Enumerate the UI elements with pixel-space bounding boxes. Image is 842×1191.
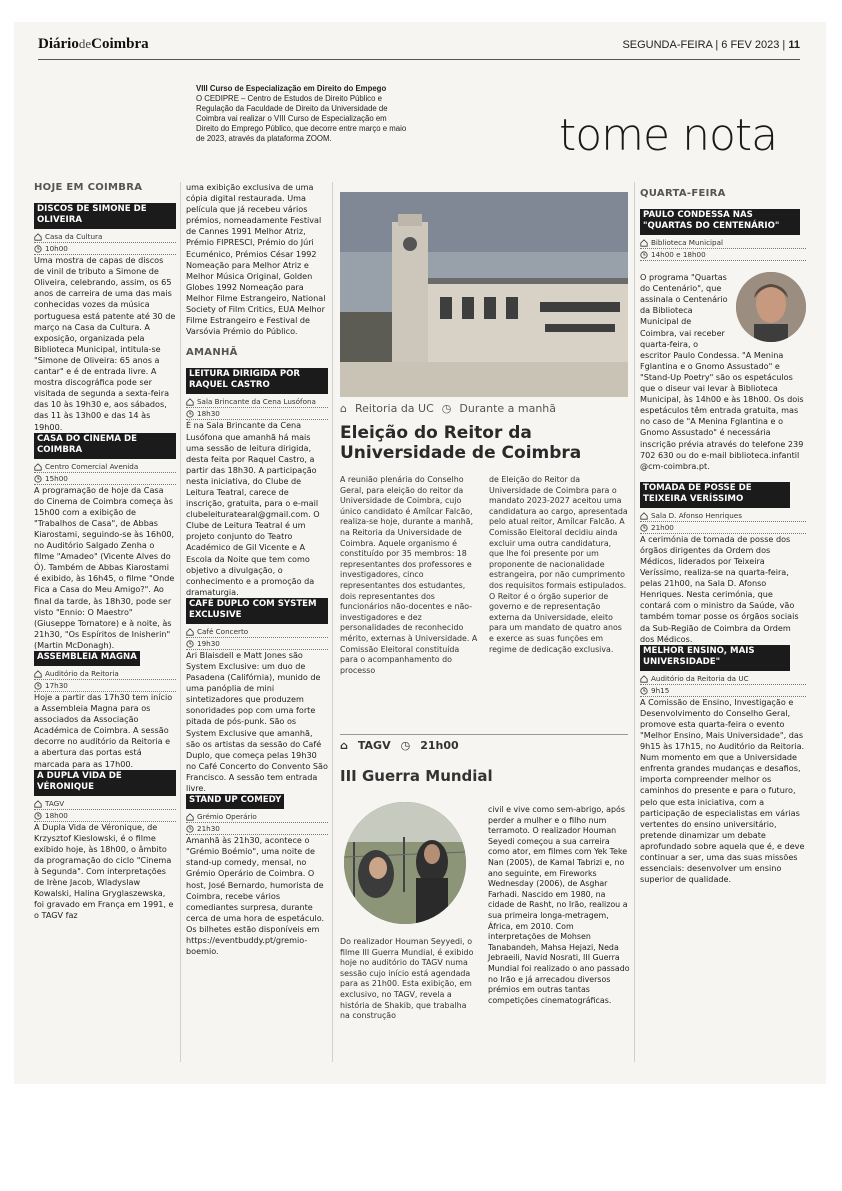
intro-text: O CEDIPRE – Centro de Estudos de Direito Público e Regulação da Faculdade de Direito da Universidade de Coimbra vai realizar o VIII Curso de Especialização em Direito do Emprego Público, que decorre entre março e maio de 2023, através da plataforma ZOOM. [196,94,407,143]
event-place: Sala D. Afonso Henriques [640,510,806,522]
event-time: 21h30 [186,823,328,835]
event-title: CAFÉ DUPLO COM SYSTEM EXCLUSIVE [186,598,328,622]
event-place: Casa da Cultura [34,231,176,243]
article-headline: III Guerra Mundial [340,767,493,785]
article-body [340,475,628,676]
dateline: SEGUNDA-FEIRA | 6 FEV 2023 | 11 [622,39,800,51]
today-column [34,182,176,922]
event-title: STAND UP COMEDY [186,794,284,807]
event-title: CASA DO CINEMA DE COIMBRA [34,433,176,457]
tomorrow-column [186,182,328,957]
event-time: 9h15 [640,685,806,697]
clock-icon [186,410,194,418]
event-title: A DUPLA VIDA DE VÉRONIQUE [34,770,176,794]
film-article-lead: Do realizador Houman Seyyedi, o filme III Guerra Mundial, é exibido hoje no auditório do TAGV numa sessão cujo início está agendada para as 21h00. Esta exibição, em exclusivo, no TAGV, revela a história de Shakib, que trabalha na construção [340,937,474,1021]
event-place: TAGV [357,739,391,752]
event-body: A cerimónia de tomada de posse dos órgãos dirigentes da Ordem dos Médicos, liderados por Teixeira Veríssimo, realiza-se na quarta-feira, pelas 21h00, na Sala D. Afonso Henriques. Nesta cerimónia, que contará com o ministro da Saúde, vão também tomar posse os órgãos sociais da Sub-Região de Coimbra da Ordem dos Médicos. [640,533,799,644]
event-body: O programa "Quartas do Centenário", que assinala o Centenário da Biblioteca Municipal de Coimbra, vai receber quarta-feira, o escritor Paulo Condessa. "A Menina Fglantina e o Gnomo Assustado" e "Stand-Up Poetry" são os espetáculos que o diseur vai levar à Biblioteca Municipal, às 14h00 e às 18h00. Os dois espetáculos têm entrada gratuita, mas no caso de "A Menina Fglantina e o Gnomo Assustado" é necessária inscrição prévia através do telefone 239 702 630 ou do e-mail biblioteca.infantil @cm-coimbra.pt. [640,272,804,471]
event-card [34,651,176,770]
article-headline: Eleição do Reitor da Universidade de Coimbra [340,423,582,463]
event-card [34,203,176,433]
event-place: Café Concerto [186,626,328,638]
home-icon [34,670,42,678]
column-divider [332,182,333,1062]
event-title: MELHOR ENSINO, MAIS UNIVERSIDADE" [640,645,790,669]
event-place: Centro Comercial Avenida [34,461,176,473]
event-card [640,482,806,645]
event-card [186,794,328,957]
event-body: Amanhã às 21h30, acontece o "Grémio Boémio", uma noite de stand-up comedy, mensal, no Grémio Operário de Coimbra. O host, José Bernardo, humorista de Coimbra, recebe vários comediantes surpresa, durante cerca de uma hora de espetáculo. Os bilhetes estão disponíveis em https://eventbuddy.pt/gremio-boemio. [186,835,325,957]
clock-icon: ◷ [441,402,452,415]
divider [340,734,628,735]
column-divider [634,182,635,1062]
section-title: tome nota [559,110,778,161]
date-label: 6 FEV 2023 [721,39,780,51]
clock-icon [640,251,648,259]
university-tower-photo [340,192,628,397]
clock-icon [34,245,42,253]
home-icon [640,512,648,520]
home-icon [640,239,648,247]
event-card [640,209,806,472]
intro-title: VIII Curso de Especialização em Direito do Empego [196,84,387,93]
event-place: TAGV [34,798,176,810]
clock-icon [34,812,42,820]
home-icon [186,813,194,821]
event-place: Grémio Operário [186,811,328,823]
film-still-photo [344,802,466,924]
home-icon [186,398,194,406]
event-body: Hoje a partir das 17h30 tem início a Assembleia Magna para os associados da Associação Académica de Coimbra. A sessão decorre no auditório da Reitoria e a abertura das portas está marcada para as 17h00. [34,692,173,769]
continued-text: uma exibição exclusiva de uma cópia digital restaurada. Uma película que já recebeu vários prémios, nomeadamente Festival de Cannes 1991 Melhor Atriz, Prémio FIPRESCI, Prémio do Júri Ecuménico, Prémios César 1992 Nomeação para Melhor Atriz e Melhor Música Original, Golden Globes 1992 Nomeação para Melhor Filme Estrangeiro, National Society of Film Critics, EUA Melhor Filme Estrangeiro e Festival de Varsóvia Prémio do Público. [186,182,326,337]
clock-icon: ◷ [400,739,411,752]
event-title: DISCOS DE SIMONE DE OLIVEIRA [34,203,176,227]
intro-box [196,84,408,144]
clock-icon [640,524,648,532]
page-number: 11 [788,39,800,51]
article-col-a: A reunião plenária do Conselho Geral, para eleição do reitor da Universidade de Coimbra, cujo único candidato é Amílcar Falcão, realiza-se hoje, durante a manhã, na Reitoria da Universidade de Coimbra. Aquele organismo é constituído por 35 membros: 18 representantes dos professores e investigadores, cinco representantes dos estudantes, dois representantes dos funcionários não-docentes e não-investigadores e dez personalidades de reconhecido mérito, externas à Universidade. A Comissão Eleitoral constituída para o acompanhamento do processo [340,475,478,675]
event-place: Auditório da Reitoria [34,668,176,680]
event-time: 21h00 [640,522,806,534]
home-icon [34,800,42,808]
event-time: 18h30 [186,408,328,420]
event-card [34,770,176,922]
event-body: A Comissão de Ensino, Investigação e Desenvolvimento do Conselho Geral, promove esta quarta-feira o evento "Melhor Ensino, Mais Universidade", das 9h15 às 17h15, no Auditório da Reitoria. Num momento em que a Universidade enfrenta grandes mudanças e desafios, importa compreender melhor os caminhos do presente e para o futuro, pelo que esta iniciativa, com a participação de especialistas em várias vertentes do ensino universitário, pretende dinamizar um debate aprofundado sobre aquela que é, e deve continuar a ser, uma das suas missões essenciais: desenvolver um ensino superior de qualidade. [640,696,805,885]
event-body: É na Sala Brincante da Cena Lusófona que amanhã há mais uma sessão de leitura dirigida, desta feita por Raquel Castro, a partir das 18h30. A participação nesta iniciativa, do Clube de Leitura Teatral, carece de inscrição, gratuita, para o e-mail clubeleituratearal@gmail.com. O Clube de Leitura Teatral é um projeto conjunto do Teatro Académico de Gil Vicente e A Escola da Noite que tem como objetivo a divulgação, o conhecimento e a promoção da dramaturgia. [186,420,320,597]
event-title: LEITURA DIRIGIDA POR RAQUEL CASTRO [186,368,328,392]
event-place: Sala Brincante da Cena Lusófona [186,396,328,408]
masthead [38,36,800,60]
event-time: 15h00 [34,473,176,485]
event-place: Auditório da Reitoria da UC [640,673,806,685]
home-icon [34,463,42,471]
section-heading: AMANHÃ [186,347,238,359]
event-card [34,433,176,651]
event-card [640,645,806,886]
event-body-wrap [640,272,806,472]
event-body: Ari Blaisdell e Matt Jones são System Exclusive: um duo de Pasadena (Califórnia), munido de uma panóplia de mini sintetizadores que produzem sonoridades pop com uma forte pitada de pós-punk. São os System Exclusive que amanhã, são os artistas da sessão do Café Duplo, que começa pelas 19h30 no Café Concerto do Convento São Francisco. A sessão tem entrada livre. [186,649,328,794]
column-divider [180,182,181,1062]
reitor-election-article [340,402,628,676]
event-time: 10h00 [34,243,176,255]
clock-icon [640,687,648,695]
event-card [186,368,328,598]
clock-icon [186,825,194,833]
event-title: TOMADA DE POSSE DE TEIXEIRA VERÍSSIMO [640,482,790,506]
wednesday-column [640,188,806,885]
clock-icon [34,475,42,483]
clock-icon [34,682,42,690]
clock-icon [186,640,194,648]
home-icon [186,628,194,636]
event-place: Biblioteca Municipal [640,237,806,249]
event-time: 18h00 [34,810,176,822]
home-icon [34,233,42,241]
section-heading: HOJE EM COIMBRA [34,182,143,193]
portrait-photo [736,272,806,342]
film-article-body: civil e vive como sem-abrigo, após perder a mulher e o filho num terramoto. O realizador Houman Seyedi começou a sua carreira como ator, em filmes com Yek Teke Nan (2005), de Kamal Tabrizi e, no ano seguinte, em Fireworks Wednesday (2006), de Asghar Farhadi. Nascido em 1980, na cidade de Rasht, no Irão, realizou a sua primeira longa-metragem, África, em 2010. Com interpretações de Mohsen Tanabandeh, Mahsa Hejazi, Neda Jebraeili, Navid Nosrati, III Guerra Mundial foi realizado o ano passado no Irão e já arrecadou diversos prémios em outras tantas competições cinematográficas. [488,805,630,1005]
event-body: A Dupla Vida de Véronique, de Krzysztof Kieslowski, é o filme exibido hoje, às 18h00, o âmbito da programação do ciclo "Cinema à Segunda". Com interpretações de Irène Jacob, Wladyslaw Kowalski, Halina Gryglaszewska, foi gravado em França em 1991, e o TAGV faz [34,821,174,921]
event-time: 14h00 e 18h00 [640,249,806,261]
home-icon: ⌂ [340,402,347,415]
event-time: 21h00 [420,739,459,752]
day-label: SEGUNDA-FEIRA [622,39,713,51]
newspaper-page [14,22,826,1084]
event-title: PAULO CONDESSA NAS "QUARTAS DO CENTENÁRIO" [640,209,800,233]
section-heading: QUARTA-FEIRA [640,188,726,199]
event-meta [340,739,459,752]
event-place: Reitoria da UC [354,402,434,415]
event-time: Durante a manhã [459,402,557,415]
event-body: Uma mostra de capas de discos de vinil de tributo a Simone de Oliveira, celebrando, assim, os 65 anos de carreira de uma das mais conhecidas vozes da música portuguesa está patente até 30 de março na Casa da Cultura. A exposição, organizada pela Biblioteca Municipal, intitula-se "Simone de Oliveira: 65 anos a cantar" e é de entrada livre. A mostra discográfica pode ser visitada de segunda a sexta-feira das 10 às 19h30 e, aos sábados, das 11 às 13h00 e das 14 às 19h00. [34,255,176,432]
event-meta [340,402,628,415]
event-title: ASSEMBLEIA MAGNA [34,651,140,664]
home-icon [640,675,648,683]
event-time: 17h30 [34,680,176,692]
event-body: A programação de hoje da Casa do Cinema de Coimbra começa às 15h00 com a exibição de "Trabalhos de Casa", de Abbas Kiarostami, seguindo-se às 16h00, no Auditório Salgado Zenha o filme "Amadeo" (Vicente Alves do Ó). Também de Abbas Kiarostami é exibido, às 16h45, o filme "Onde Fica a Casa do Meu Amigo?". Ao final da tarde, às 18h30, pode ser visto "Ennio: O Maestro" (Giuseppe Tornatore) e à noite, às 21h30, "Os Espíritos de Inisherin" (Martin McDonagh). [34,484,175,650]
newspaper-logo: DiáriodeCoimbra [38,36,149,52]
article-col-b: de Eleição do Reitor da Universidade de Coimbra para o mandato 2023-2027 aceitou uma candidatura ao cargo, apresentada pelo atual reitor, Amílcar Falcão. A Comissão Eleitoral decidiu ainda excluir uma outra candidatura, que lhe foi presente por um proponente de nacionalidade estrangeira, por não cumprimento dos requisitos formais estipulados. O Reitor é o órgão superior de governo e de representação externa da Universidade, eleito para um mandato de quatro anos e exerce as suas funções em regime de dedicação exclusiva. [489,475,628,654]
event-time: 19h30 [186,638,328,650]
event-card [186,598,328,794]
home-icon: ⌂ [340,739,348,752]
